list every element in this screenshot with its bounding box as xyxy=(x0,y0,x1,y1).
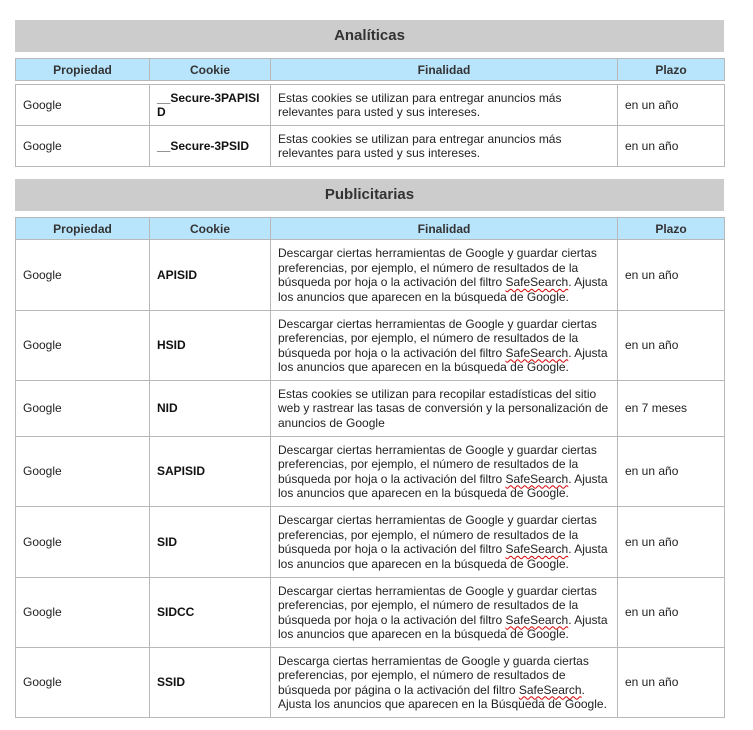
finalidad-cell xyxy=(271,240,618,311)
spellcheck-underlined-word: SafeSearch xyxy=(505,345,569,360)
column-header-plazo: Plazo xyxy=(618,59,725,81)
section-title: Analíticas xyxy=(15,20,724,52)
spellcheck-underlined-word: SafeSearch xyxy=(505,275,569,289)
finalidad-cell xyxy=(271,311,618,381)
finalidad-text: Descargar ciertas herramientas de Google y guardar ciertas preferencias, por ejemplo, el número de resultados de la búsqueda por hoja o la activación del filtro xyxy=(278,583,597,627)
finalidad-text: . Ajusta los anuncios que aparecen en la búsqueda de Google. xyxy=(278,542,608,571)
column-header-plazo: Plazo xyxy=(618,218,725,240)
finalidad-text: . Ajusta los anuncios que aparecen en la Búsqueda de Google. xyxy=(278,682,607,711)
finalidad-text: Descarga ciertas herramientas de Google y guarda ciertas preferencias, por ejemplo, el número de resultados de búsqueda por página o la activación del filtro xyxy=(278,653,589,697)
column-header-cookie: Cookie xyxy=(150,218,271,240)
table-row xyxy=(16,311,725,381)
finalidad-cell xyxy=(271,648,618,718)
finalidad-text: Descargar ciertas herramientas de Google y guardar ciertas preferencias, por ejemplo, el número de resultados de la búsqueda por hoja o la activación del filtro xyxy=(278,316,597,360)
column-header-finalidad: Finalidad xyxy=(271,218,618,240)
table-row xyxy=(16,381,725,437)
propiedad-cell: Google xyxy=(16,381,150,437)
finalidad-cell: Estas cookies se utilizan para entregar anuncios más relevantes para usted y sus intereses. xyxy=(271,126,618,167)
propiedad-cell: Google xyxy=(16,507,150,578)
finalidad-text: . Ajusta los anuncios que aparecen en la búsqueda de Google. xyxy=(278,471,608,500)
finalidad-cell xyxy=(271,578,618,648)
column-header-cookie: Cookie xyxy=(150,59,271,81)
spellcheck-underlined-word: SafeSearch xyxy=(505,542,569,556)
table-row xyxy=(16,648,725,718)
finalidad-text: Descargar ciertas herramientas de Google y guardar ciertas preferencias, por ejemplo, el número de resultados de la búsqueda por hoja o la activación del filtro xyxy=(278,513,597,556)
propiedad-cell: Google xyxy=(16,437,150,507)
table-row xyxy=(16,437,725,507)
finalidad-cell xyxy=(271,381,618,437)
section-title: Publicitarias xyxy=(15,179,724,211)
finalidad-text: . Ajusta los anuncios que aparecen en la búsqueda de Google. xyxy=(278,612,608,641)
cookie-table-analiticas xyxy=(15,84,725,167)
table-row xyxy=(16,85,725,126)
plazo-cell: en un año xyxy=(618,507,725,578)
cookie-name-cell: SAPISID xyxy=(150,437,271,507)
cookie-name-cell: SIDCC xyxy=(150,578,271,648)
propiedad-cell: Google xyxy=(16,85,150,126)
column-header-propiedad: Propiedad xyxy=(16,59,150,81)
table-header xyxy=(15,58,725,81)
propiedad-cell: Google xyxy=(16,126,150,167)
finalidad-cell: Estas cookies se utilizan para entregar anuncios más relevantes para usted y sus intereses. xyxy=(271,85,618,126)
finalidad-text: . Ajusta los anuncios que aparecen en la búsqueda de Google. xyxy=(278,345,608,374)
column-header-finalidad: Finalidad xyxy=(271,59,618,81)
cookie-name-cell: SSID xyxy=(150,648,271,718)
cookie-name-cell: SID xyxy=(150,507,271,578)
cookie-name-cell: __Secure-3PAPISID xyxy=(150,85,271,126)
propiedad-cell: Google xyxy=(16,648,150,718)
table-row xyxy=(16,578,725,648)
cookie-name-cell: APISID xyxy=(150,240,271,311)
plazo-cell: en un año xyxy=(618,85,725,126)
column-header-propiedad: Propiedad xyxy=(16,218,150,240)
spellcheck-underlined-word: SafeSearch xyxy=(518,682,582,697)
finalidad-cell xyxy=(271,437,618,507)
plazo-cell: en un año xyxy=(618,311,725,381)
propiedad-cell: Google xyxy=(16,578,150,648)
plazo-cell: en un año xyxy=(618,578,725,648)
plazo-cell: en un año xyxy=(618,437,725,507)
table-row xyxy=(16,240,725,311)
plazo-cell: en un año xyxy=(618,126,725,167)
finalidad-text: Descargar ciertas herramientas de Google y guardar ciertas preferencias, por ejemplo, el número de resultados de la búsqueda por hoja o la activación del filtro xyxy=(278,442,597,486)
finalidad-text: Descargar ciertas herramientas de Google y guardar ciertas preferencias, por ejemplo, el número de resultados de la búsqueda por hoja o la activación del filtro xyxy=(278,246,597,289)
finalidad-text: . Ajusta los anuncios que aparecen en la búsqueda de Google. xyxy=(278,275,608,304)
cookie-name-cell: __Secure-3PSID xyxy=(150,126,271,167)
cookie-name-cell: HSID xyxy=(150,311,271,381)
spellcheck-underlined-word: SafeSearch xyxy=(505,612,569,627)
propiedad-cell: Google xyxy=(16,311,150,381)
section-publicitarias xyxy=(15,179,724,718)
propiedad-cell: Google xyxy=(16,240,150,311)
table-row xyxy=(16,507,725,578)
spellcheck-underlined-word: SafeSearch xyxy=(505,471,569,486)
cookie-name-cell: NID xyxy=(150,381,271,437)
finalidad-cell xyxy=(271,507,618,578)
table-row xyxy=(16,126,725,167)
finalidad-text: Estas cookies se utilizan para recopilar estadísticas del sitio web y rastrear las tasas de conversión y la personalización de anuncios de Google xyxy=(278,386,609,430)
plazo-cell: en un año xyxy=(618,648,725,718)
plazo-cell: en un año xyxy=(618,240,725,311)
plazo-cell: en 7 meses xyxy=(618,381,725,437)
cookie-table-publicitarias xyxy=(15,217,725,718)
section-analiticas xyxy=(15,20,724,167)
